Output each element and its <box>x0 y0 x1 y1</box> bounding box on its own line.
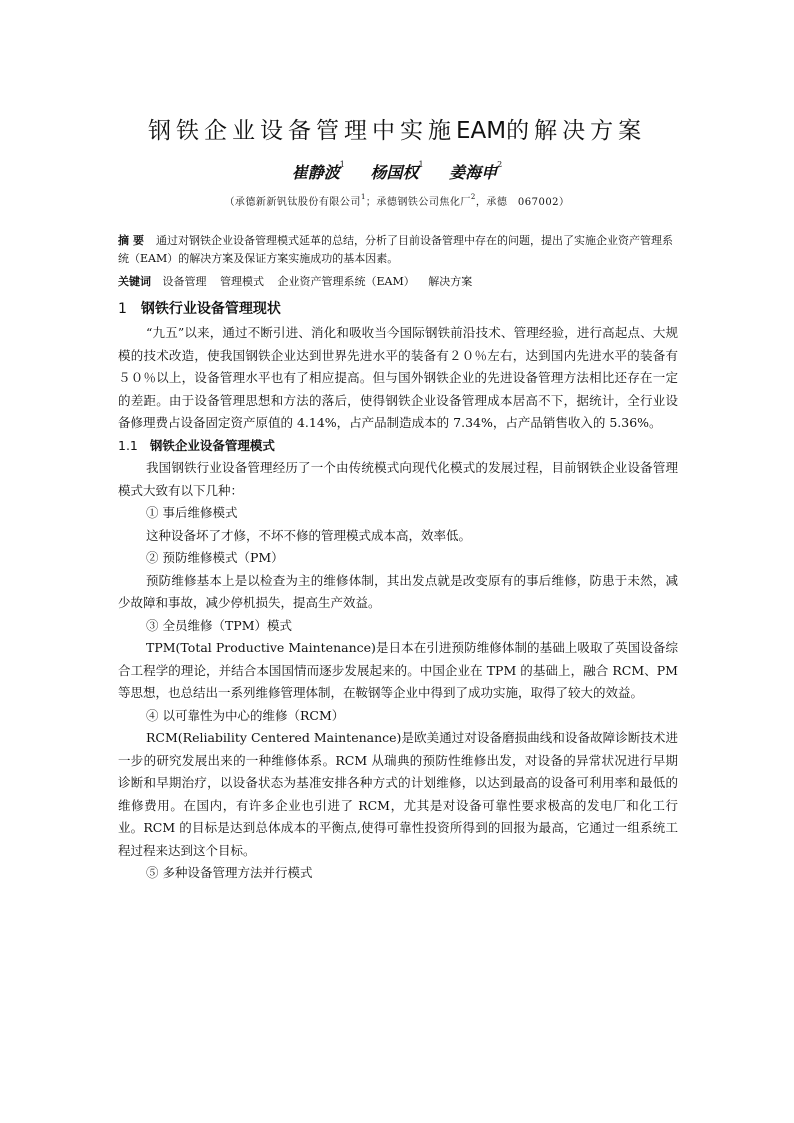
subsection-number: 1.1 <box>118 437 138 453</box>
keywords <box>118 273 678 291</box>
keyword: 管理模式 <box>220 275 264 288</box>
abstract-label: 摘要 <box>118 234 148 247</box>
keyword: 解决方案 <box>428 275 473 288</box>
paragraph: RCM(Reliability Centered Maintenance)是欧美通过对设备磨损曲线和设备故障诊断技术进一步的研究发展出来的一种维修体系。RCM 从瑞典的预防性维修出发，对设备的异常状况进行早期诊断和早期治疗，以设备状态为基准安排各种方式的计划维修，以达到最高的设备可利用率和最低的维修费用。在国内，有许多企业也引进了 RCM，尤其是对设备可靠性要求极高的发电厂和化工行业。RCM 的目标是达到总体成本的平衡点,使得可靠性投资所得到的回报为最高，它通过一组系统工程过程来达到这个目标。 <box>118 730 678 858</box>
list-item: ③ 全员维修（TPM）模式 <box>146 617 293 633</box>
affiliation: （承德新新钒钛股份有限公司$^1$；承德钢铁公司焦化厂$^2$，承德 067002） <box>224 193 570 208</box>
paragraph: “九五”以来，通过不断引进、消化和吸收当今国际钢铁前沿技术、管理经验，进行高起点、大规模的技术改造，使我国钢铁企业达到世界先进水平的装备有２０％左右，达到国内先进水平的装备有５０％以上，设备管理水平也有了相应提高。但与国外钢铁企业的先进设备管理方法相比还存在一定的差距。由于设备管理思想和方法的落后，使得钢铁企业设备管理成本居高不下，据统计，全行业设备修理费占设备固定资产原值的 4.14%，占产品制造成本的 7.34%，占产品销售收入的 5.36%。 <box>118 325 678 430</box>
keywords-label: 关键词 <box>118 275 151 288</box>
subsection-heading <box>118 435 678 458</box>
paper-title <box>0 112 794 145</box>
list-item: ④ 以可靠性为中心的维修（RCM） <box>146 707 345 723</box>
paragraph: 我国钢铁行业设备管理经历了一个由传统模式向现代化模式的发展过程，目前钢铁企业设备管理模式大致有以下几种： <box>118 460 678 498</box>
paragraph: TPM(Total Productive Maintenance)是日本在引进预防维修体制的基础上吸取了英国设备综合工程学的理论，并结合本国国情而逐步发展起来的。中国企业在 TPM 的基础上，融合 RCM、PM 等思想，也总结出一系列维修管理体制，在鞍钢等企业中得到了成功实施，取得了较大的效益。 <box>118 640 678 700</box>
abstract <box>118 232 678 268</box>
author: 崔静波$^1$ <box>291 160 345 182</box>
paragraph: 预防维修基本上是以检查为主的维修体制，其出发点就是改变原有的事后维修，防患于未然，减少故障和事故，减少停机损失，提高生产效益。 <box>118 572 678 610</box>
title-part-2: 的解决方案 <box>506 118 647 144</box>
list-item: ② 预防维修模式（PM） <box>146 550 284 565</box>
section-title: 钢铁行业设备管理现状 <box>140 301 281 317</box>
subsection-title: 钢铁企业设备管理模式 <box>149 437 275 453</box>
author: 杨国权$^1$ <box>370 160 424 182</box>
section-number: 1 <box>118 301 127 317</box>
title-part-1: 钢铁企业设备管理中实施 <box>147 118 456 144</box>
title-acronym: EAM <box>455 118 507 144</box>
keyword: 企业资产管理系统（EAM） <box>277 275 415 288</box>
list-item: ① 事后维修模式 <box>146 505 238 520</box>
author-affil-mark: 1 <box>339 160 345 169</box>
paragraph: 这种设备坏了才修，不坏不修的管理模式成本高，效率低。 <box>146 527 472 543</box>
author-affil-mark: 2 <box>497 160 503 169</box>
section-heading <box>118 298 678 318</box>
author: 姜海申$^2$ <box>449 160 503 182</box>
author-affil-mark: 1 <box>418 160 424 169</box>
main-text <box>118 322 678 885</box>
keyword: 设备管理 <box>162 275 207 288</box>
list-item: ⑤ 多种设备管理方法并行模式 <box>146 865 313 880</box>
author-list <box>0 160 794 183</box>
abstract-text: 通过对钢铁企业设备管理模式延革的总结，分析了目前设备管理中存在的问题，提出了实施企业资产管理系统（EAM）的解决方案及保证方案实施成功的基本因素。 <box>118 234 673 265</box>
